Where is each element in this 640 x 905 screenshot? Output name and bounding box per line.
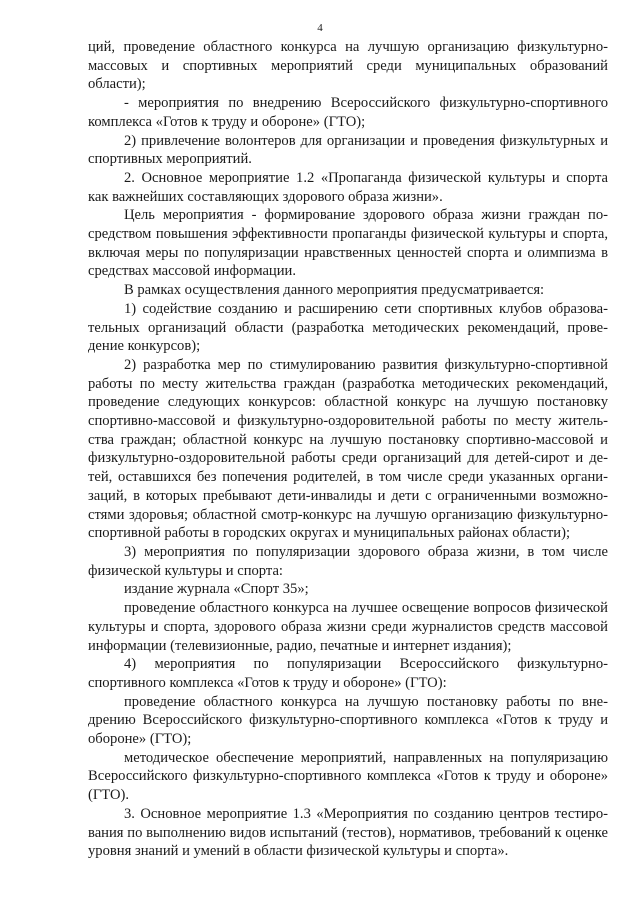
document-body [88,38,608,861]
paragraph-journalists-contest: проведение областного конкурса на лучшее освещение вопросов физической культуры и спорта, здорового образа жизни среди журналистов средств массовой информации (телевизионные, радио, печатные и интернет издания); [88,600,608,654]
paragraph-journal: издание журнала «Спорт 35»; [124,581,309,598]
paragraph-volunteers: 2) привлечение волонтеров для организации и проведения физкультурных и спортивных мероприятий. [88,132,608,168]
paragraph-gto-contest: проведение областного конкурса на лучшую постановку работы по внедрению Всероссийского физкультурно-спортивного комплекса «Готов к труду и обороне» (ГТО); [88,693,608,748]
paragraph-item-2: 2) разработка мер по стимулированию развития физкультурно-спортивной работы по месту жительства граждан (разработка методических рекомендаций, проведение следующих конкурсов: областной конкурс на лучшую постановку спортивно-массовой и физкультурно-оздоровительной работы по месту жительства граждан; областной конкурс на лучшую постановку спортивно-массовой и физкультурно-оздоровительной работы среди организаций для детей-сирот и детей, оставшихся без попечения родителей, в том числе среди указанных организаций, в которых пребывают дети-инвалиды и дети с ограниченными возможностями здоровья; областной смотр-конкурс на лучшую организацию физкультурно-спортивной работы в городских округах и муниципальных районах области); [88,356,608,542]
paragraph-item-1: 1) содействие созданию и расширению сети спортивных клубов образовательных организаций области (разработка методических рекомендаций, проведение конкурсов); [88,300,608,355]
paragraph-measure-1-2: 2. Основное мероприятие 1.2 «Пропаганда физической культуры и спорта как важнейших составляющих здорового образа жизни». [88,169,608,205]
paragraph-gto-bullet: - мероприятия по внедрению Всероссийского физкультурно-спортивного комплекса «Готов к труду и обороне» (ГТО); [88,95,608,130]
paragraph-item-3: 3) мероприятия по популяризации здорового образа жизни, в том числе физической культуры и спорта: [88,543,608,579]
paragraph-continuation: ций, проведение областного конкурса на лучшую организацию физкультурно-массовых и спортивных мероприятий среди муниципальных образований области); [88,39,608,93]
paragraph-item-4: 4) мероприятия по популяризации Всероссийского физкультурно-спортивного комплекса «Готов к труду и обороне» (ГТО): [88,656,608,691]
paragraph-scope: В рамках осуществления данного мероприятия предусматривается: [124,282,545,299]
paragraph-methodical-support: методическое обеспечение мероприятий, направленных на популяризацию Всероссийского физкультурно-спортивного комплекса «Готов к труду и обороне» (ГТО). [88,749,608,804]
paragraph-goal: Цель мероприятия - формирование здорового образа жизни граждан посредством повышения эффективности пропаганды физической культуры и спорта, включая меры по популяризации нравственных ценностей спорта и олимпизма в средствах массовой информации. [88,207,608,280]
paragraph-measure-1-3: 3. Основное мероприятие 1.3 «Мероприятия по созданию центров тестирования по выполнению видов испытаний (тестов), нормативов, требований к оценке уровня знаний и умений в области физической культуры и спорта». [88,805,608,860]
page-number: 4 [317,22,323,34]
